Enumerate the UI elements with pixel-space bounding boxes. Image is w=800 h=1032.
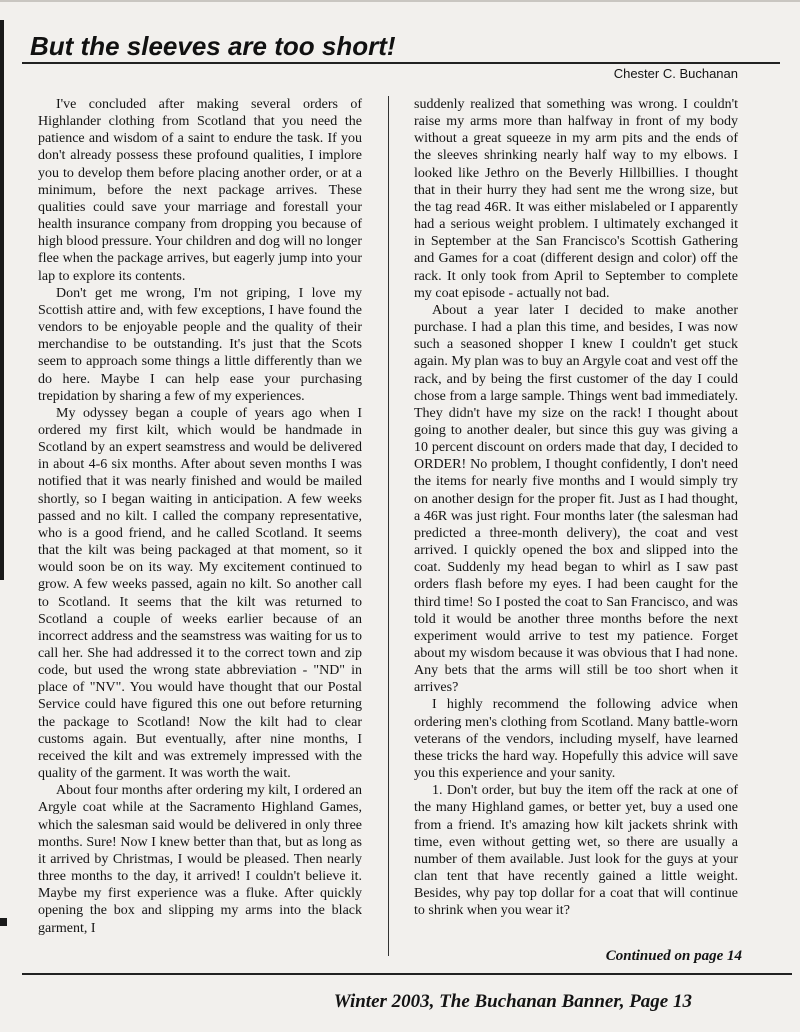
left-margin-mark <box>0 918 7 926</box>
paragraph: 1. Don't order, but buy the item off the rack at one of the many Highland games, or better yet, buy a used one from a friend. It's amazing how kilt jackets shrink with time, even without getting wet, so there are usually a number of them available. Just look for the guys at your clan tent that have recently gained a little weight. Besides, why pay top dollar for a coat that will continue to shrink when you wear it? <box>414 783 738 919</box>
paragraph-continuation: suddenly realized that something was wrong. I couldn't raise my arms more than halfway in front of my body without a great squeeze in my arm pits and the ends of the sleeves shrinking nearly half way to my elbows. I looked like Jethro on the Beverly Hillbillies. I thought that in their hurry they had sent me the wrong size, but the tag read 46R. It was either mislabeled or I apparently had a serious weight problem. I ultimately exchanged it in September at the San Francisco's Scottish Gathering and Games for a coat (different design and color) off the rack. It only took from April to September to complete my coat episode - actually not bad. <box>414 97 738 301</box>
left-margin-bar <box>0 20 4 580</box>
paragraph: I've concluded after making several orders of Highlander clothing from Scotland that you need the patience and wisdom of a saint to endure the task. If you don't already possess these profound qualities, I implore you to develop them before placing another order, or at a minimum, before the next package arrives. These qualities could save your marriage and forestall your health insurance company from dropping you because of high blood pressure. Your children and dog will no longer flee when the package arrives, but eagerly jump into your lap to explore its contents. <box>38 97 362 284</box>
right-column <box>414 96 738 920</box>
continued-on-page: Continued on page 14 <box>605 948 742 964</box>
article-author: Chester C. Buchanan <box>613 66 738 81</box>
paragraph: About a year later I decided to make another purchase. I had a plan this time, and besides, I was now such a seasoned shopper I knew I couldn't get stuck again. My plan was to buy an Argyle coat and vest off the rack, and by being the first customer of the day I could chose from a large sample. Things went bad immediately. They didn't have my size on the rack! I thought about going to another dealer, but since this guy was giving a 10 percent discount on orders made that day, I decided to ORDER! No problem, I thought confidently, I don't need the items for nearly five months and I would simply try on another design for the proper fit. Just as I had thought, a 46R was just right. Four months later (the salesman had predicted a three-month delivery), the coat and vest arrived. I quickly opened the box and slipped into the coat. Suddenly my head began to whirl as I saw past orders flash before my eyes. I had been caught for the third time! So I posted the coat to San Francisco, and was told it would be another three months before the next experiment would arrive to test my patience. Forget about my wisdom because it was obvious that I had none. Any bets that the arms will still be too short when it arrives? <box>414 302 738 696</box>
paragraph: My odyssey began a couple of years ago when I ordered my first kilt, which would be handmade in Scotland by an expert seamstress and would be delivered in about 4-6 six months. After about seven months I was notified that it was nearly finished and would be mailed shortly, so I began waiting in anticipation. A few weeks passed and no kilt. I called the company representative, who is a good friend, and he called Scotland. It seems that the kilt was being packaged at that moment, so it would soon be on its way. My excitement continued to grow. A few weeks passed, again no kilt. So another call to Scotland. It seems that the kilt was returned to Scotland a couple of weeks earlier because of an incorrect address and the seamstress was waiting for us to call her. She had addressed it to the correct town and zip code, but used the wrong state abbreviation - "ND" in place of "NV". You would have thought that our Postal Service could have figured this one out before returning the package to Scotland! Now the kilt had to clear customs again. But eventually, after nine months, I received the kilt and was extremely impressed with the quality of the garment. It was worth the wait. <box>38 405 362 782</box>
article-title: But the sleeves are too short! <box>30 31 396 61</box>
paragraph: Don't get me wrong, I'm not griping, I love my Scottish attire and, with few exceptions, I have found the vendors to be enjoyable people and the quality of their merchandise to be outstanding. It's just that the Scots seem to approach some things a little differently than we do here. Maybe I can help ease your purchasing trepidation by sharing a few of my experiences. <box>38 285 362 404</box>
title-rule <box>22 62 780 64</box>
column-divider <box>388 96 389 956</box>
paragraph: I highly recommend the following advice when ordering men's clothing from Scotland. Many battle-worn veterans of the vendors, including myself, have learned these tricks the hard way. Hopefully this advice will save you this experience and your sanity. <box>414 697 738 782</box>
left-column <box>38 96 362 937</box>
footer-rule <box>22 973 792 975</box>
page-top-edge <box>0 0 800 2</box>
page-footer: Winter 2003, The Buchanan Banner, Page 13 <box>333 991 692 1012</box>
paragraph: About four months after ordering my kilt, I ordered an Argyle coat while at the Sacramento Highland Games, which the salesman said would be delivered in only three months. Sure! Now I knew better than that, but as long as it arrived by Christmas, I would be pleased. Then nearly three months to the day, it arrived! I couldn't believe it. Maybe my first experience was a fluke. After quickly opening the box and slipping my arms into the black garment, I <box>38 783 362 936</box>
